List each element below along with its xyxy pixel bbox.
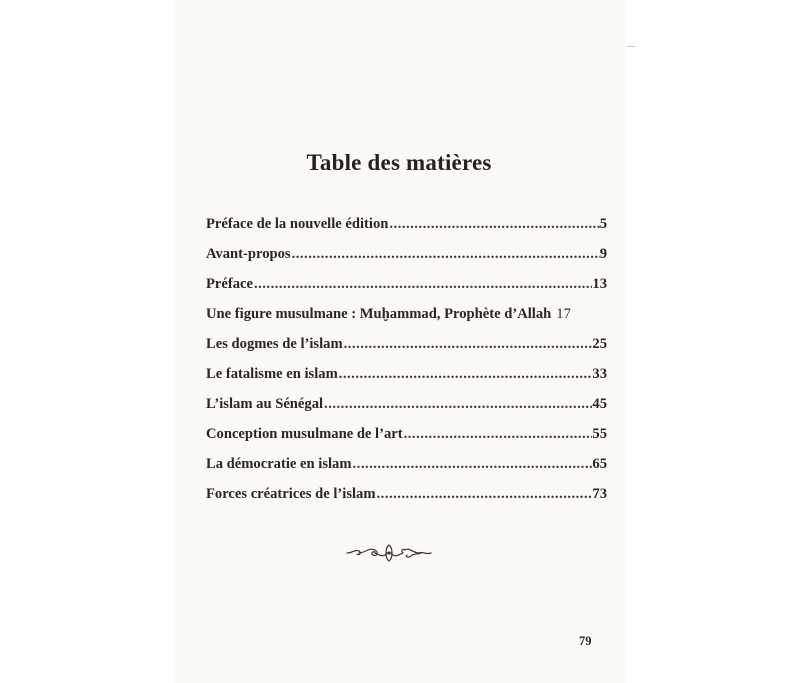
toc-entry-page: 73 [592,486,607,502]
toc-dot-leader [388,209,599,239]
toc-entry [206,389,607,419]
toc-entry-title: La démocratie en islam [206,456,352,472]
toc-entry-title: Préface de la nouvelle édition [206,216,389,232]
toc-entry [206,299,607,329]
toc-dot-leader [253,269,592,299]
toc-entry [206,329,607,359]
toc-entry-title: Les dogmes de l’islam [206,336,343,352]
toc-entry [206,419,607,449]
toc-entry-title: Le fatalisme en islam [206,366,338,382]
toc-entry-title: Conception musulmane de l’art [206,426,403,442]
toc-dot-leader [343,329,593,359]
toc-entry-title: L’islam au Sénégal [206,396,324,412]
floral-flourish-icon [345,540,433,566]
toc-dot-leader [338,359,593,389]
toc-entry-title: Forces créatrices de l’islam [206,486,376,502]
toc-entry [206,269,607,299]
toc-dot-leader [352,449,593,479]
toc-entry-page: 9 [599,246,607,262]
printer-mark [627,46,635,47]
toc-entry [206,359,607,389]
book-page [173,0,625,683]
toc-dot-leader [376,479,593,509]
toc-entry [206,479,607,509]
page-title: Table des matières [306,150,492,175]
toc-entry-page: 25 [592,336,607,352]
toc-entry [206,449,607,479]
toc-entry-title: Une figure musulmane : Muḫammad, Prophète d’Allah [206,306,552,322]
toc-entry [206,239,607,269]
toc-entry-page: 45 [592,396,607,412]
toc-dot-leader [291,239,600,269]
toc-entry-title: Préface [206,276,253,292]
table-of-contents [206,209,607,509]
toc-entry [206,209,607,239]
toc-entry-title: Avant-propos [206,246,291,262]
toc-entry-page: 5 [599,216,607,232]
toc-entry-page: 65 [592,456,607,472]
toc-entry-page: 55 [592,426,607,442]
toc-entry-page: 17 [556,306,571,322]
toc-dot-leader [403,419,593,449]
toc-entry-page: 13 [592,276,607,292]
toc-entry-page: 33 [592,366,607,382]
page-number: 79 [579,634,592,648]
toc-dot-leader [323,389,592,419]
